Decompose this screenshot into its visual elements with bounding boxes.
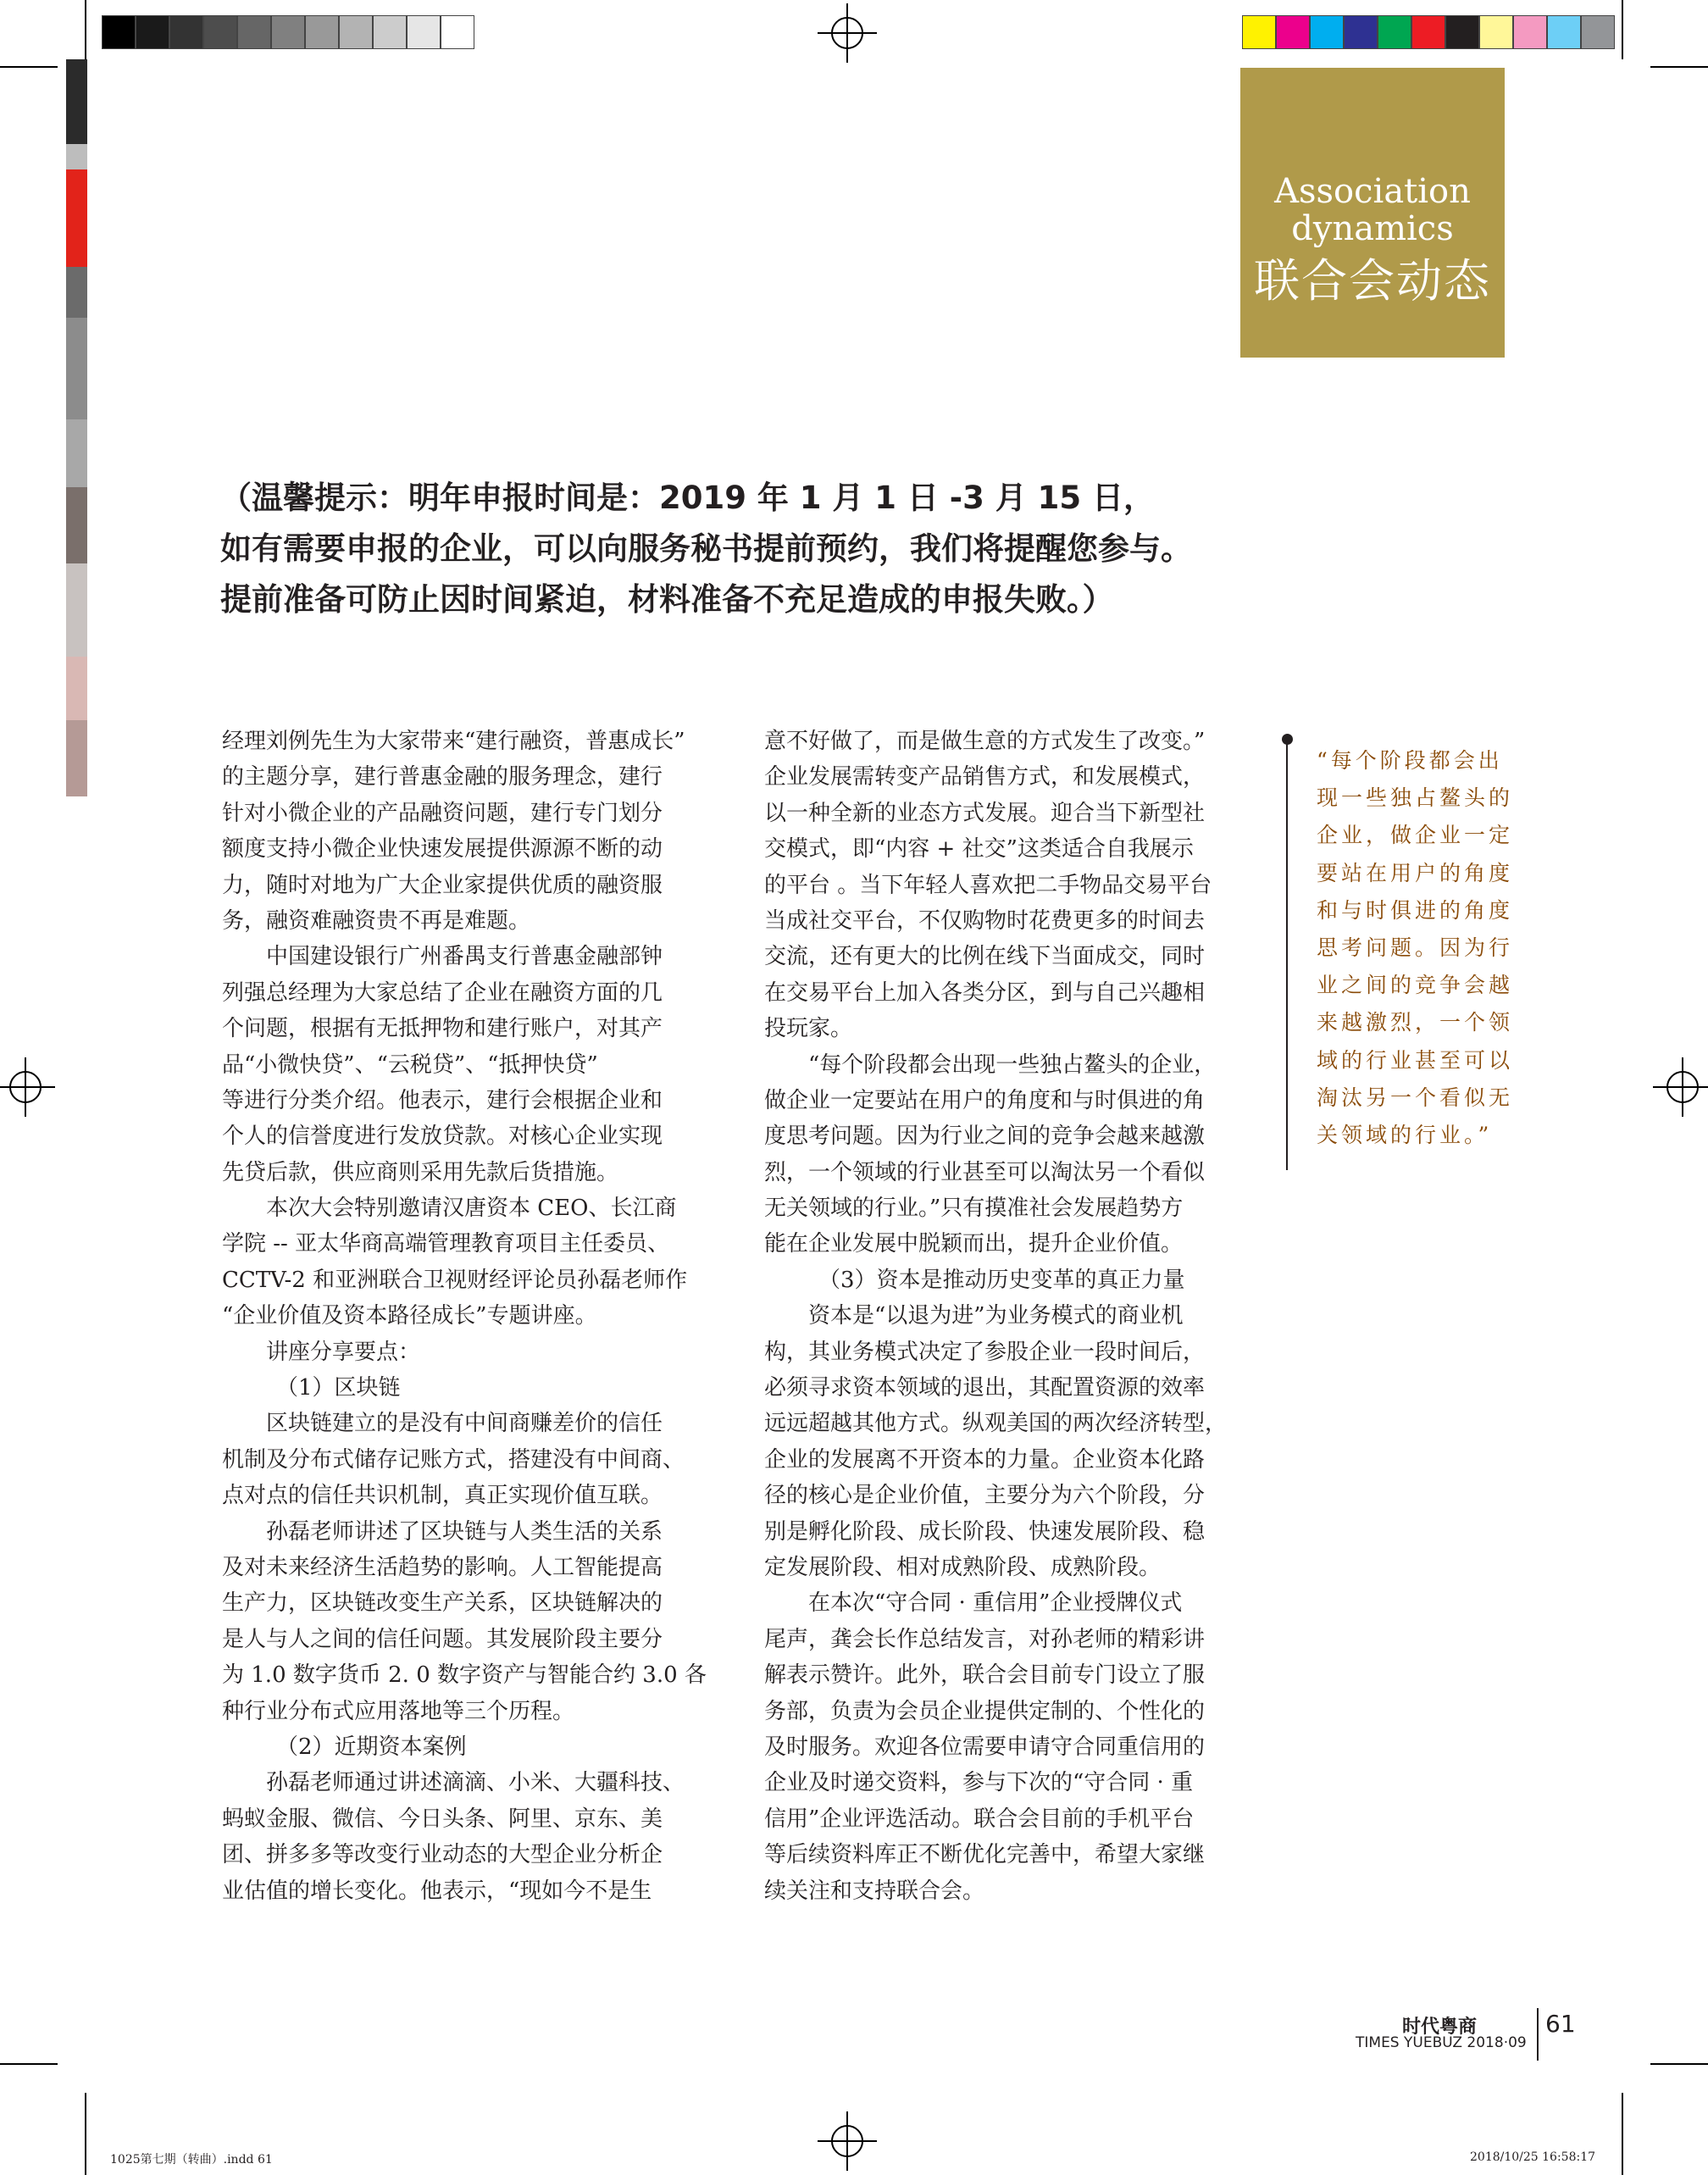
article-text-line: 孙磊老师通过讲述滴滴、小米、大疆科技、 bbox=[266, 1770, 685, 1796]
color-swatch bbox=[339, 15, 373, 49]
notice-line: 如有需要申报的企业，可以向服务秘书提前预约，我们将提醒您参与。 bbox=[220, 530, 1192, 567]
section-title-cn: 联合会动态 bbox=[1254, 254, 1491, 308]
article-text-line: 以一种全新的业态方式发展。迎合当下新型社 bbox=[764, 800, 1206, 826]
article-text-line: CCTV-2 和亚洲联合卫视财经评论员孙磊老师作 bbox=[222, 1267, 688, 1293]
color-swatch bbox=[1411, 15, 1445, 49]
registration-mark-left-icon bbox=[0, 1057, 55, 1117]
pull-quote-line: 现一些独占鳌头的 bbox=[1317, 785, 1514, 811]
article-column-middle bbox=[764, 724, 1256, 1909]
article-text-line: 先贷后款，供应商则采用先款后货措施。 bbox=[222, 1159, 619, 1185]
article-text-line: 等进行分类介绍。他表示，建行会根据企业和 bbox=[222, 1087, 663, 1113]
article-text-line: 列强总经理为大家总结了企业在融资方面的几 bbox=[222, 979, 663, 1006]
article-text-line: 交流，还有更大的比例在线下当面成交，同时 bbox=[764, 944, 1206, 970]
pull-quote-line: 关领域的行业。” bbox=[1317, 1123, 1493, 1148]
article-text-line: 等后续资料库正不断优化完善中，希望大家继 bbox=[764, 1842, 1206, 1868]
pull-quote-line: 来越激烈，一个领 bbox=[1317, 1010, 1514, 1035]
article-text-line: 投玩家。 bbox=[764, 1016, 853, 1042]
color-swatch bbox=[1581, 15, 1615, 49]
pull-quote-line: 要站在用户的角度 bbox=[1317, 860, 1514, 885]
article-text-line: 企业的发展离不开资本的力量。企业资本化路 bbox=[764, 1446, 1206, 1473]
article-text-line: 能在企业发展中脱颖而出，提升企业价值。 bbox=[764, 1231, 1184, 1257]
article-text-line: 在本次“守合同 · 重信用”企业授牌仪式 bbox=[808, 1590, 1183, 1617]
color-swatch bbox=[271, 15, 305, 49]
article-text-line: 企业发展需转变产品销售方式，和发展模式， bbox=[764, 764, 1206, 791]
color-swatch bbox=[1445, 15, 1479, 49]
color-swatch bbox=[1547, 15, 1581, 49]
article-text-line: 个问题，根据有无抵押物和建行账户，对其产 bbox=[222, 1016, 663, 1042]
color-swatch bbox=[441, 15, 474, 49]
article-text-line: 及对未来经济生活趋势的影响。人工智能提高 bbox=[222, 1554, 663, 1580]
article-text-line: 生产力，区块链改变生产关系，区块链解决的 bbox=[222, 1590, 663, 1617]
print-slug-filename: 1025第七期（转曲）.indd 61 bbox=[110, 2153, 273, 2167]
color-swatch bbox=[407, 15, 441, 49]
pull-quote-line: 淘汰另一个看似无 bbox=[1317, 1085, 1514, 1110]
article-text-line: 定发展阶段、相对成熟阶段、成熟阶段。 bbox=[764, 1554, 1162, 1580]
pull-quote-rule bbox=[1286, 742, 1288, 1170]
article-text-line: 度思考问题。因为行业之间的竞争会越来越激 bbox=[764, 1124, 1206, 1150]
article-text-line: “每个阶段都会出现一些独占鳌头的企业， bbox=[808, 1051, 1217, 1078]
photo-bleed-strip bbox=[66, 59, 87, 796]
article-text-line: 信用”企业评选活动。联合会目前的手机平台 bbox=[764, 1806, 1195, 1832]
print-slug-timestamp: 2018/10/25 16:58:17 bbox=[1470, 2150, 1596, 2164]
article-text-line: 解表示赞许。此外，联合会目前专门设立了服 bbox=[764, 1662, 1206, 1689]
article-text-line: 尾声，龚会长作总结发言，对孙老师的精彩讲 bbox=[764, 1626, 1206, 1652]
article-text-line: 远远超越其他方式。纵观美国的两次经济转型， bbox=[764, 1411, 1228, 1437]
color-swatch bbox=[136, 15, 169, 49]
color-swatch bbox=[1276, 15, 1310, 49]
article-text-line: 种行业分布式应用落地等三个历程。 bbox=[222, 1698, 575, 1724]
registration-mark-top-icon bbox=[818, 3, 877, 63]
article-text-line: 企业及时递交资料，参与下次的“守合同 · 重 bbox=[764, 1770, 1194, 1796]
notice-line: 提前准备可防止因时间紧迫，材料准备不充足造成的申报失败。） bbox=[220, 581, 1114, 618]
page-number: 61 bbox=[1545, 2010, 1576, 2038]
article-text-line: （3）资本是推动历史变革的真正力量 bbox=[818, 1267, 1185, 1293]
article-text-line: 个人的信誉度进行发放贷款。对核心企业实现 bbox=[222, 1124, 663, 1150]
article-text-line: 的平台 。当下年轻人喜欢把二手物品交易平台 bbox=[764, 872, 1212, 898]
article-text-line: 意不好做了，而是做生意的方式发生了改变。” bbox=[764, 729, 1206, 754]
article-text-line: 孙磊老师讲述了区块链与人类生活的关系 bbox=[266, 1518, 663, 1545]
magazine-name-cn: 时代粤商 bbox=[1402, 2017, 1478, 2038]
article-text-line: 讲座分享要点： bbox=[266, 1339, 421, 1365]
pull-quote-line: “每个阶段都会出 bbox=[1317, 748, 1503, 773]
color-swatch bbox=[305, 15, 339, 49]
article-text-line: （1）区块链 bbox=[276, 1375, 401, 1401]
article-text-line: 径的核心是企业价值，主要分为六个阶段，分 bbox=[764, 1483, 1206, 1509]
pull-quote-line: 思考问题。因为行 bbox=[1317, 935, 1514, 961]
article-text-line: 续关注和支持联合会。 bbox=[764, 1878, 985, 1904]
registration-mark-right-icon bbox=[1653, 1057, 1708, 1117]
article-text-line: 无关领域的行业。”只有摸准社会发展趋势方 bbox=[764, 1196, 1184, 1222]
color-swatch bbox=[1378, 15, 1411, 49]
registration-mark-bottom-icon bbox=[818, 2111, 877, 2171]
color-swatch bbox=[102, 15, 136, 49]
color-swatch bbox=[1310, 15, 1344, 49]
magazine-name-issue: TIMES YUEBUZ 2018·09 bbox=[1356, 2034, 1527, 2051]
article-text-line: 团、拼多多等改变行业动态的大型企业分析企 bbox=[222, 1842, 663, 1868]
color-swatch bbox=[373, 15, 407, 49]
article-text-line: 品“小微快贷”、“云税贷”、“抵押快贷” bbox=[222, 1051, 598, 1078]
pull-quote-line: 业之间的竞争会越 bbox=[1317, 973, 1514, 998]
article-column-left bbox=[222, 724, 713, 1909]
article-text-line: 构，其业务模式决定了参股企业一段时间后， bbox=[764, 1339, 1206, 1365]
article-text-line: 中国建设银行广州番禺支行普惠金融部钟 bbox=[266, 944, 663, 970]
article-text-line: 交模式，即“内容 + 社交”这类适合自我展示 bbox=[764, 836, 1194, 863]
article-text-line: 及时服务。欢迎各位需要申请守合同重信用的 bbox=[764, 1734, 1206, 1760]
article-text-line: 是人与人之间的信任问题。其发展阶段主要分 bbox=[222, 1626, 663, 1652]
article-text-line: 烈，一个领域的行业甚至可以淘汰另一个看似 bbox=[764, 1159, 1206, 1185]
color-swatch bbox=[169, 15, 203, 49]
color-swatch bbox=[1344, 15, 1378, 49]
notice-line: （温馨提示：明年申报时间是：2019 年 1 月 1 日 -3 月 15 日， bbox=[220, 480, 1155, 516]
gray-color-bar bbox=[102, 15, 474, 49]
article-text-line: 当成社交平台，不仅购物时花费更多的时间去 bbox=[764, 907, 1206, 934]
article-text-line: 额度支持小微企业快速发展提供源源不断的动 bbox=[222, 836, 663, 863]
pull-quote-line: 和与时俱进的角度 bbox=[1317, 897, 1514, 923]
article-text-line: 学院 -- 亚太华商高端管理教育项目主任委员、 bbox=[222, 1231, 670, 1257]
color-swatch bbox=[203, 15, 237, 49]
color-swatch bbox=[1242, 15, 1276, 49]
article-text-line: 资本是“以退为进”为业务模式的商业机 bbox=[808, 1303, 1184, 1329]
article-text-line: 点对点的信任共识机制，真正实现价值互联。 bbox=[222, 1483, 663, 1509]
application-reminder-notice bbox=[220, 473, 1322, 625]
article-text-line: 务部，负责为会员企业提供定制的、个性化的 bbox=[764, 1698, 1206, 1724]
article-text-line: 为 1.0 数字货币 2. 0 数字资产与智能合约 3.0 各 bbox=[222, 1662, 707, 1689]
color-swatch bbox=[1513, 15, 1547, 49]
article-text-line: 别是孵化阶段、成长阶段、快速发展阶段、稳 bbox=[764, 1518, 1206, 1545]
section-title-en: Association dynamics bbox=[1274, 172, 1471, 248]
article-text-line: 务，融资难融资贵不再是难题。 bbox=[222, 907, 531, 934]
article-text-line: 做企业一定要站在用户的角度和与时俱进的角 bbox=[764, 1087, 1206, 1113]
article-text-line: 业估值的增长变化。他表示，“现如今不是生 bbox=[222, 1878, 652, 1904]
cmyk-color-bar bbox=[1242, 15, 1615, 49]
article-text-line: 经理刘例先生为大家带来“建行融资，普惠成长” bbox=[222, 729, 685, 754]
pull-quote bbox=[1317, 742, 1537, 1154]
article-text-line: 蚂蚁金服、微信、今日头条、阿里、京东、美 bbox=[222, 1806, 663, 1832]
article-text-line: 在交易平台上加入各类分区，到与自己兴趣相 bbox=[764, 979, 1206, 1006]
article-text-line: 力，随时对地为广大企业家提供优质的融资服 bbox=[222, 872, 663, 898]
article-text-line: （2）近期资本案例 bbox=[276, 1734, 467, 1760]
color-swatch bbox=[237, 15, 271, 49]
footer-divider bbox=[1537, 2008, 1539, 2061]
article-text-line: 区块链建立的是没有中间商赚差价的信任 bbox=[266, 1411, 663, 1437]
section-header-box bbox=[1240, 68, 1505, 358]
pull-quote-line: 企业，做企业一定 bbox=[1317, 823, 1514, 848]
article-text-line: 的主题分享，建行普惠金融的服务理念，建行 bbox=[222, 764, 663, 791]
article-text-line: “企业价值及资本路径成长”专题讲座。 bbox=[222, 1303, 597, 1329]
color-swatch bbox=[1479, 15, 1513, 49]
article-text-line: 必须寻求资本领域的退出，其配置资源的效率 bbox=[764, 1375, 1206, 1401]
article-text-line: 机制及分布式储存记账方式，搭建没有中间商、 bbox=[222, 1446, 685, 1473]
article-text-line: 本次大会特别邀请汉唐资本 CEO、长江商 bbox=[266, 1196, 677, 1222]
pull-quote-line: 域的行业甚至可以 bbox=[1317, 1047, 1514, 1073]
article-text-line: 针对小微企业的产品融资问题，建行专门划分 bbox=[222, 800, 663, 826]
